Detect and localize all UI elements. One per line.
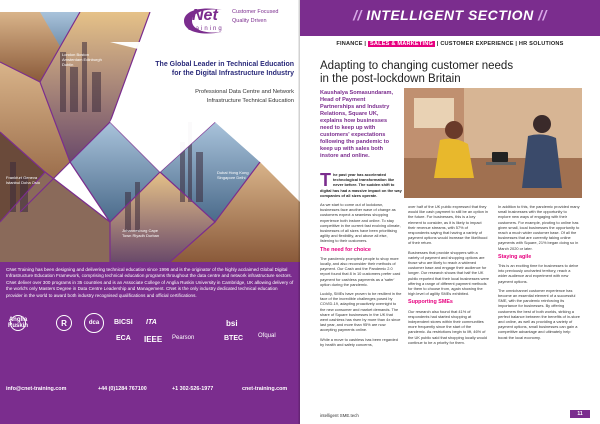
accreditation-logo: BICSI xyxy=(114,319,133,326)
article-paragraph: over half of the UK public expressed that they would like cash payment to still be an option in the future. For businesses, this is a key element to consider, as it is likely to impact their revenue streams, with 57% of respondents saying that having a variety of payment options would increase the likelihood of their return. xyxy=(408,204,489,246)
article-title: Adapting to changing customer needs in the post-lockdown Britain xyxy=(320,60,514,85)
article-paragraph: Luckily, SMEs have proven to be resilient in the face of the incredible challenges posed by COVID-19, adapting proactively overnight to the new consumer and market demands. The share of Square businesses in the UK that went cashless has risen by more than 4x since last year, and more than 95% are now accepting payments online. xyxy=(320,291,402,333)
city-label-london: London Boston Amsterdam Edinburgh Dublin xyxy=(62,52,102,67)
logo-word: Net xyxy=(192,7,218,24)
nav-hr-solutions[interactable]: HR SOLUTIONS xyxy=(518,41,564,47)
article-paragraph: In addition to this, the pandemic provided many small businesses with the opportunity to explore new ways of engaging with their customers. For example, pivoting to online has given small, local businesses the opportunity to reach a much wider customer base. Of all the businesses that are currently taking online payments with Square, 21% began doing so in March 2020 or later. xyxy=(498,204,580,251)
article-column-1 xyxy=(320,172,402,351)
accreditation-logo: BTEC xyxy=(224,335,244,342)
drop-cap: T xyxy=(320,170,331,190)
subheading-supporting-smes: Supporting SMEs xyxy=(408,299,453,306)
section-title-text: INTELLIGENT SECTION xyxy=(366,7,534,23)
footer-site: intelligent SME.tech xyxy=(320,413,359,418)
accreditation-logo: Anglia Ruskin xyxy=(8,317,29,329)
advert-subheadline-1: Professional Data Centre and Network xyxy=(195,89,294,95)
accreditation-logo: ECA xyxy=(116,335,131,342)
city-label-dubai: Dubai Hong Kong Singapore Delhi xyxy=(217,170,249,180)
article-paragraph: The omnichannel customer experience has become an essential element of a successful SME, with the pandemic reinforcing its importance for businesses. By offering customers the best of both worlds, striking a perfect balance between the benefits of in-store and online, as well as providing a variety of payment options, small businesses can gain a competitive advantage and ultimately help boost the local economy. xyxy=(498,287,580,340)
contact-phone-us[interactable]: +1 302-526-1977 xyxy=(172,386,214,392)
city-collage xyxy=(0,12,300,262)
accreditation-logo: IEEE xyxy=(144,335,163,344)
article-paragraph: As we start to come out of lockdown, businesses face another wave of change as customers expect a seamless shopping experience both instore and online. To stay competitive in the current fast evolving climate, businesses of all sizes have been prioritising agility and flexibility, and above all else, listening to their customers. xyxy=(320,202,401,244)
accreditation-logo: R xyxy=(56,315,72,331)
section-slashes-end: // xyxy=(538,7,547,23)
section-slashes: // xyxy=(353,7,362,23)
nav-sales-marketing[interactable]: SALES & MARKETING xyxy=(369,41,434,47)
tagline-1: Customer Focused xyxy=(232,9,279,15)
accreditation-logo: ITA xyxy=(146,319,157,326)
accreditation-logo: dca xyxy=(84,313,104,333)
article-column-2 xyxy=(408,204,490,349)
article-paragraph: The pandemic prompted people to shop more locally, and also reconsider their methods of payment. Our Cash and the Pandemic 2.0 report found that 8 in 10 customers prefer card payment for cashless payments as a 'safer' option during the pandemic. xyxy=(320,255,401,287)
contact-website[interactable]: cnet-training.com xyxy=(242,386,288,392)
advert-headline: The Global Leader in Technical Education for the Digital Infrastructure Industry xyxy=(155,61,294,77)
section-title xyxy=(300,7,600,23)
logo-tagline xyxy=(232,8,278,26)
city-label-frankfurt: Frankfurt Geneva Istanbul Doha Oslo xyxy=(6,175,41,185)
contact-email[interactable]: info@cnet-training.com xyxy=(6,386,67,392)
article-paragraph: Businesses that provide shoppers with a variety of payment and shopping options are those who are likely to reach a widened customer base and engage their audience for longer. Our research shows that half the UK public reported that their local businesses were offering a range of different payment methods for them to choose from, again showing the high level of agility SMEs exhibited. xyxy=(408,249,490,297)
article-column-3 xyxy=(498,204,580,344)
nav-customer-experience[interactable]: CUSTOMER EXPERIENCE xyxy=(440,41,514,47)
article-photo xyxy=(404,88,582,198)
subheading-need-for-choice: The need for choice xyxy=(320,246,371,253)
article-intro: Kaushalya Somasundaram, Head of Payment Partnerships and Industry Relations, Square UK, explains how businesses need to keep up with customers' expectations following the pandemic to keep up with sales both instore and online. xyxy=(320,90,394,159)
tagline-2: Quality Driven xyxy=(232,18,267,24)
subheading-staying-agile: Staying agile xyxy=(498,253,532,260)
article-paragraph: This is an exciting time for businesses to delve into previously uncharted territory, reach a wider audience and experiment with new payment options. xyxy=(498,263,579,284)
advert-subheadline xyxy=(150,88,294,106)
cnet-logo xyxy=(182,6,292,40)
accreditation-logo: Pearson xyxy=(172,335,195,341)
right-page-article xyxy=(300,0,600,424)
accreditation-logo: bsi xyxy=(226,319,238,328)
accreditation-logo: Ofqual xyxy=(258,333,276,339)
article-lead: he past year has accelerated technological transformation like never before. The sudden shift to digital has had a massive impact on the way companies of all sizes operate. xyxy=(320,172,402,198)
contact-phone-uk[interactable]: +44 (0)1284 767100 xyxy=(98,386,147,392)
section-nav: FINANCE | SALES & MARKETING | CUSTOMER EXPERIENCE | HR SOLUTIONS xyxy=(336,41,564,47)
city-label-johannesburg: Johannesburg Cape Town Riyadh Durban xyxy=(122,228,160,238)
logo-subword: training xyxy=(188,26,224,32)
nav-finance[interactable]: FINANCE xyxy=(336,41,363,47)
about-paragraph: CNet Training has been designing and delivering technical education since 1996 and is the originator of the highly acclaimed Global Digital Infrastructure Education Framework, comprising technical education programs throughout the data centre and network infrastructure sectors. CNet deliver over 300 programs in 35 countries and is an Associate College of Anglia Ruskin University in Cambridge, UK allowing delivery of the world's only Masters Degree in Data Centre Leadership and Management. CNet is the only industry dedicated technical education provider in the world to award both industry recognised qualifications and official certifications. xyxy=(6,267,294,298)
advert-subheadline-2: Infrastructure Technical Education xyxy=(206,98,294,104)
accreditation-logos xyxy=(6,309,294,349)
article-paragraph: Our research also found that 41% of respondents had started shopping at independent stores within their communities more frequently since the start of the pandemic. As restrictions begin to lift, 46% of the UK public said that shopping locally would continue to be a priority for them. xyxy=(408,308,487,345)
article-paragraph: While a move to cashless has been regarded by health and safety concerns, xyxy=(320,336,398,347)
page-number: 11 xyxy=(570,410,590,418)
